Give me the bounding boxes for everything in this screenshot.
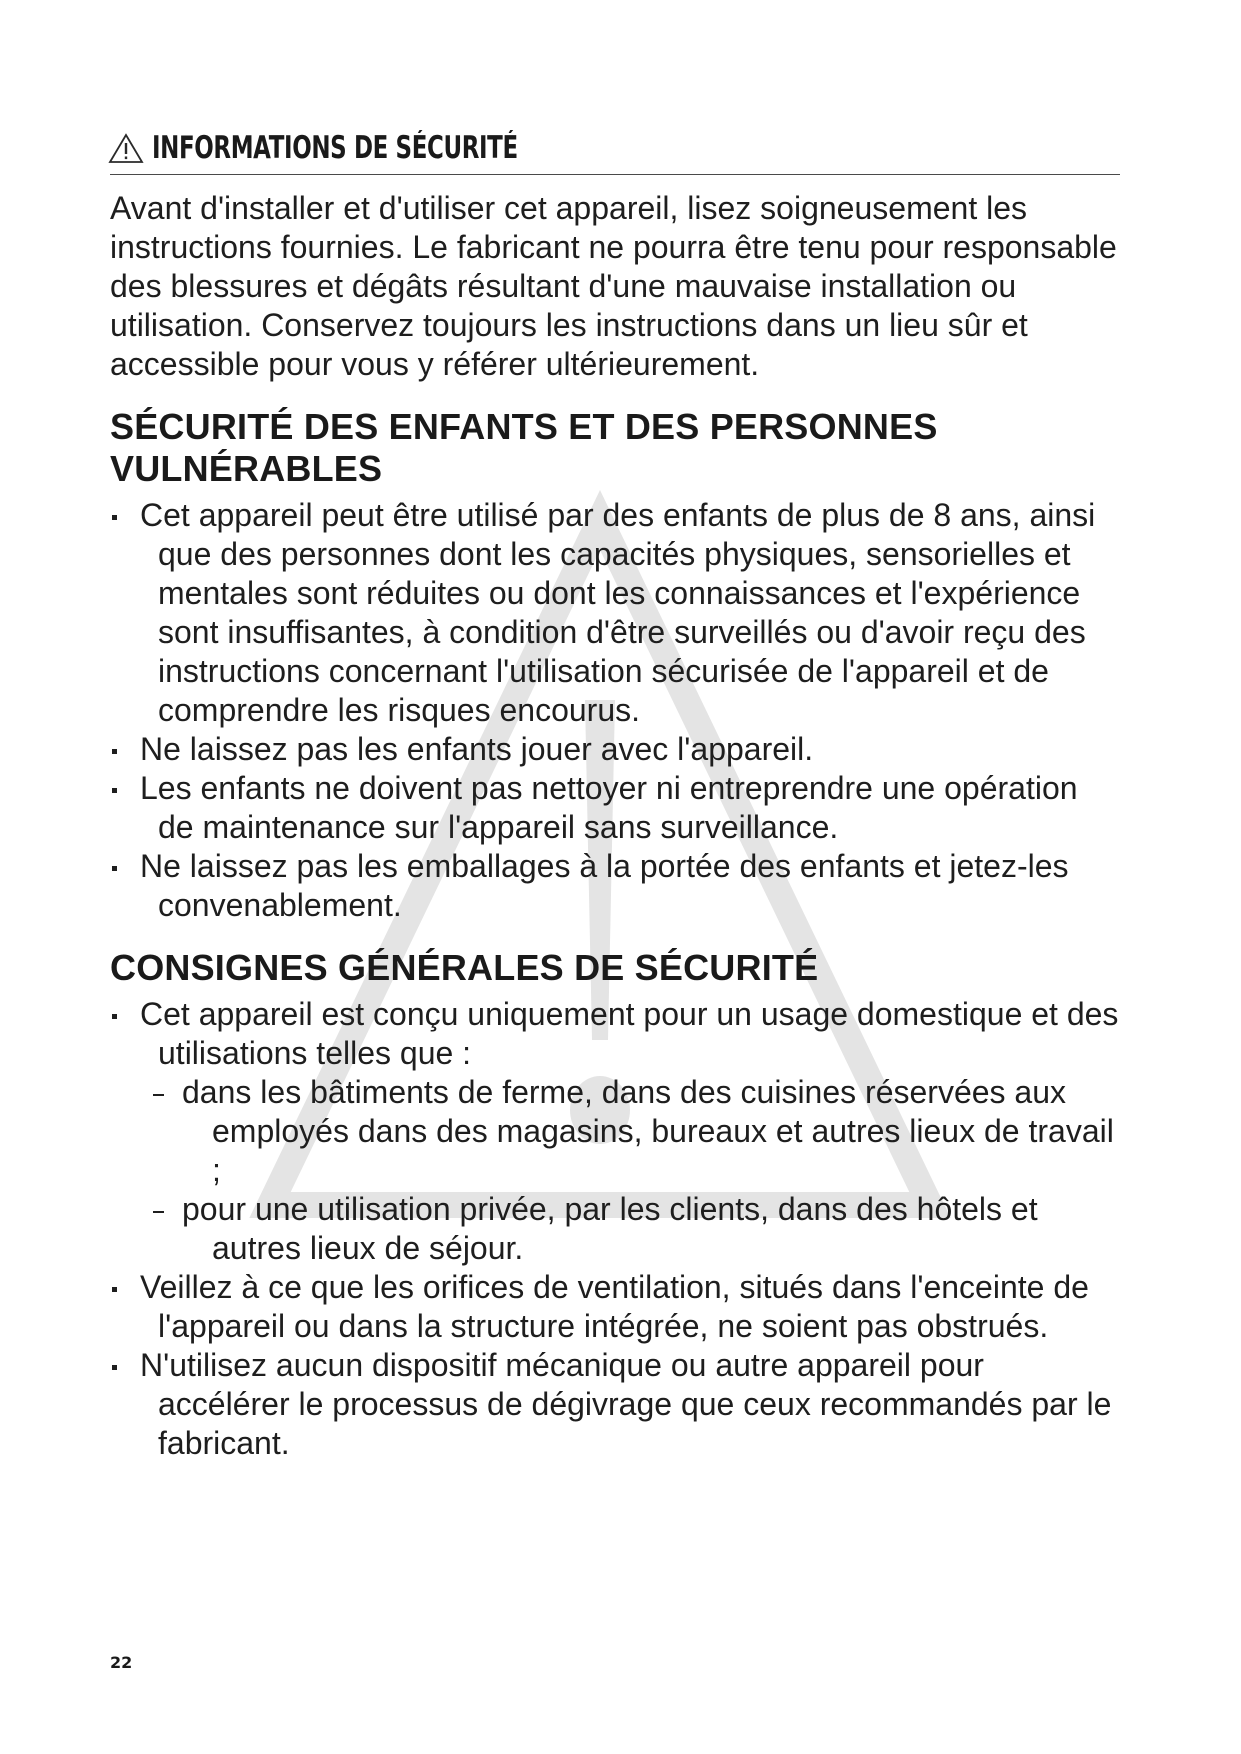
- sub-list-item: dans les bâtiments de ferme, dans des cuisines réservées aux employés dans des magasins, bureaux et autres lieux de travail ;: [110, 1073, 1120, 1190]
- intro-paragraph: Avant d'installer et d'utiliser cet appareil, lisez soigneusement les instructions fournies. Le fabricant ne pourra être tenu pour responsable des blessures et dégâts résultant d'une mauvaise installation ou utilisation. Conservez toujours les instructions dans un lieu sûr et accessible pour vous y référer ultérieurement.: [110, 190, 1117, 382]
- general-safety-list: [110, 995, 1120, 1463]
- warning-triangle-icon: [108, 132, 144, 164]
- list-item: Veillez à ce que les orifices de ventilation, situés dans l'enceinte de l'appareil ou dans la structure intégrée, ne soient pas obstrués.: [110, 1268, 1120, 1346]
- safety-header: [110, 130, 1120, 175]
- section-heading-children: SÉCURITÉ DES ENFANTS ET DES PERSONNES VULNÉRABLES: [110, 406, 938, 489]
- list-item: N'utilisez aucun dispositif mécanique ou autre appareil pour accélérer le processus de dégivrage que ceux recommandés par le fabricant.: [110, 1346, 1120, 1463]
- list-item: Ne laissez pas les emballages à la portée des enfants et jetez-les convenablement.: [110, 847, 1120, 925]
- section-heading-general: CONSIGNES GÉNÉRALES DE SÉCURITÉ: [110, 947, 819, 988]
- page-title: INFORMATIONS DE SÉCURITÉ: [152, 130, 518, 166]
- page-number: 22: [110, 1653, 133, 1672]
- children-safety-list: [110, 496, 1120, 925]
- list-item: Ne laissez pas les enfants jouer avec l'appareil.: [110, 730, 1120, 769]
- list-item: Les enfants ne doivent pas nettoyer ni entreprendre une opération de maintenance sur l'appareil sans surveillance.: [110, 769, 1120, 847]
- list-item: Cet appareil peut être utilisé par des enfants de plus de 8 ans, ainsi que des personnes dont les capacités physiques, sensorielles et mentales sont réduites ou dont les connaissances et l'expérience sont insuffisantes, à condition d'être surveillés ou d'avoir reçu des instructions concernant l'utilisation sécurisée de l'appareil et de comprendre les risques encourus.: [110, 496, 1120, 730]
- document-body: [110, 130, 1120, 1463]
- sub-list-item: pour une utilisation privée, par les clients, dans des hôtels et autres lieux de séjour.: [110, 1190, 1120, 1268]
- list-item: Cet appareil est conçu uniquement pour un usage domestique et des utilisations telles que :: [110, 995, 1120, 1073]
